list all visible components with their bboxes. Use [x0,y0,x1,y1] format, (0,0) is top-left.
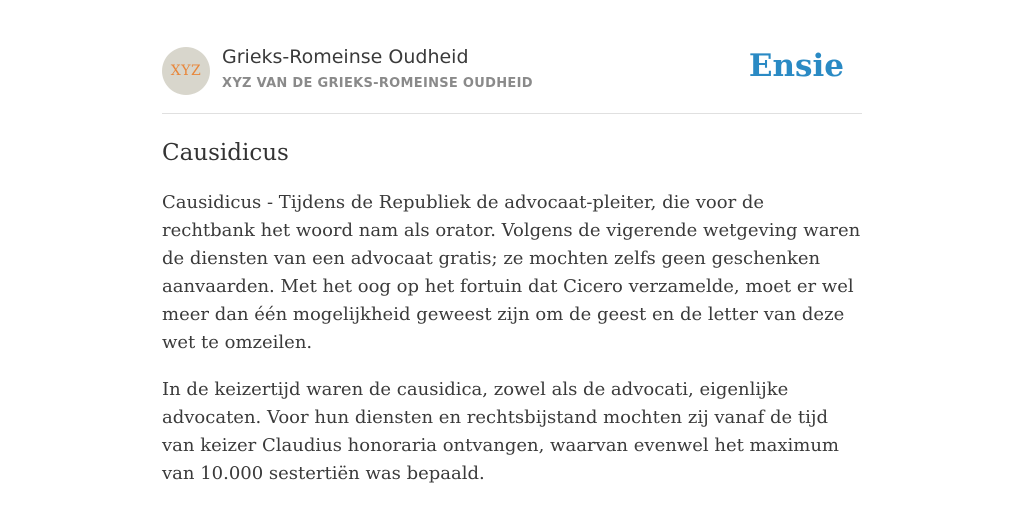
article-title: Causidicus [162,140,289,166]
article-paragraph: In de keizertijd waren de causidica, zowel als de advocati, eigenlijke advocaten. Voor hun diensten en rechtsbijstand mochten zij vanaf de tijd van keizer Claudius honoraria ontvangen, waarvan evenwel het maximum van 10.000 sestertiën was bepaald. [162,379,839,484]
article-paragraph: Causidicus - Tijdens de Republiek de advocaat-pleiter, die voor de rechtbank het woord nam als orator. Volgens de vigerende wetgeving waren de diensten van een advocaat gratis; ze mochten zelfs geen geschenken aanvaarden. Met het oog op het fortuin dat Cicero verzamelde, moet er wel meer dan één mogelijkheid geweest zijn om de geest en de letter van deze wet te omzeilen. [162,192,861,353]
ensie-logo[interactable]: Ensie [748,48,844,84]
source-subtitle: XYZ VAN DE GRIEKS-ROMEINSE OUDHEID [222,76,533,91]
source-header [162,0,862,114]
source-avatar[interactable]: XYZ [162,47,210,95]
source-title[interactable]: Grieks-Romeinse Oudheid [222,46,469,68]
article-card [162,0,862,488]
